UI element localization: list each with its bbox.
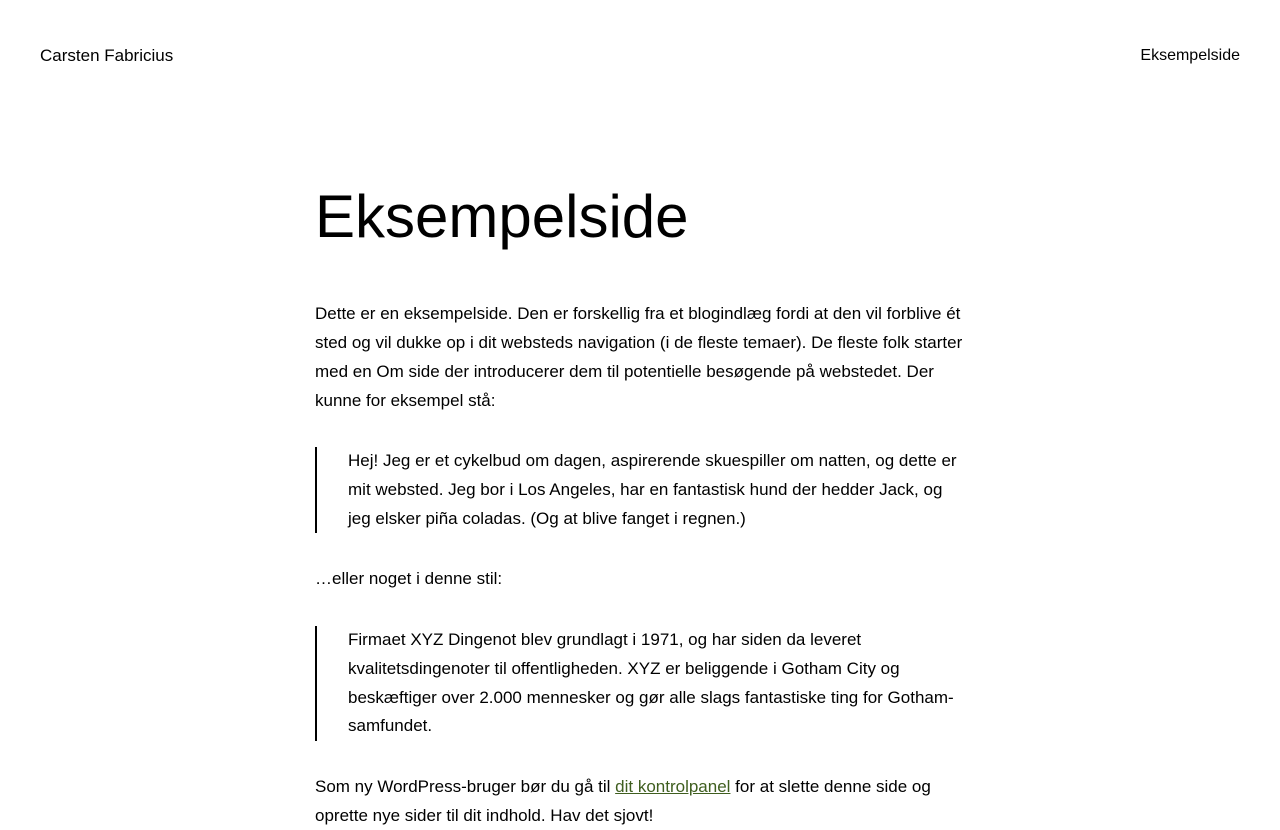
dashboard-link[interactable]: dit kontrolpanel [615, 777, 731, 797]
outro-text-after-link: for at slette denne side og oprette nye sider til dit indhold. Hav det sjovt! [315, 777, 931, 825]
page-title: Eksempelside [315, 183, 689, 251]
blockquote-bio-text: Hej! Jeg er et cykelbud om dagen, aspirerende skuespiller om natten, og dette er mit websted. Jeg bor i Los Angeles, har en fantastisk hund der hedder Jack, og jeg elsker piña coladas. (Og at blive fanget i regnen.) [348, 451, 957, 528]
site-header [0, 0, 1280, 66]
site-title-link[interactable]: Carsten Fabricius [40, 46, 174, 65]
blockquote-bio [315, 447, 965, 533]
outro-text-before-link: Som ny WordPress-bruger bør du gå til [315, 777, 616, 797]
blockquote-company [315, 626, 965, 741]
main-content [315, 66, 965, 830]
intro-paragraph: Dette er en eksempelside. Den er forskellig fra et blogindlæg fordi at den vil forblive ét sted og vil dukke op i dit websteds navigation (i de fleste temaer). De fleste folk starter med en Om side der introducerer dem til potentielle besøgende på webstedet. Der kunne for eksempel stå: [315, 304, 963, 410]
transition-paragraph: …eller noget i denne stil: [315, 569, 503, 589]
blockquote-company-text: Firmaet XYZ Dingenot blev grundlagt i 1971, og har siden da leveret kvalitetsdingenoter til offentligheden. XYZ er beliggende i Gotham City og beskæftiger over 2.000 mennesker og gør alle slags fantastiske ting for Gotham-samfundet. [348, 630, 954, 736]
nav-item-eksempelside[interactable]: Eksempelside [1140, 47, 1240, 64]
outro-paragraph [315, 773, 965, 830]
site-nav [1140, 46, 1240, 65]
